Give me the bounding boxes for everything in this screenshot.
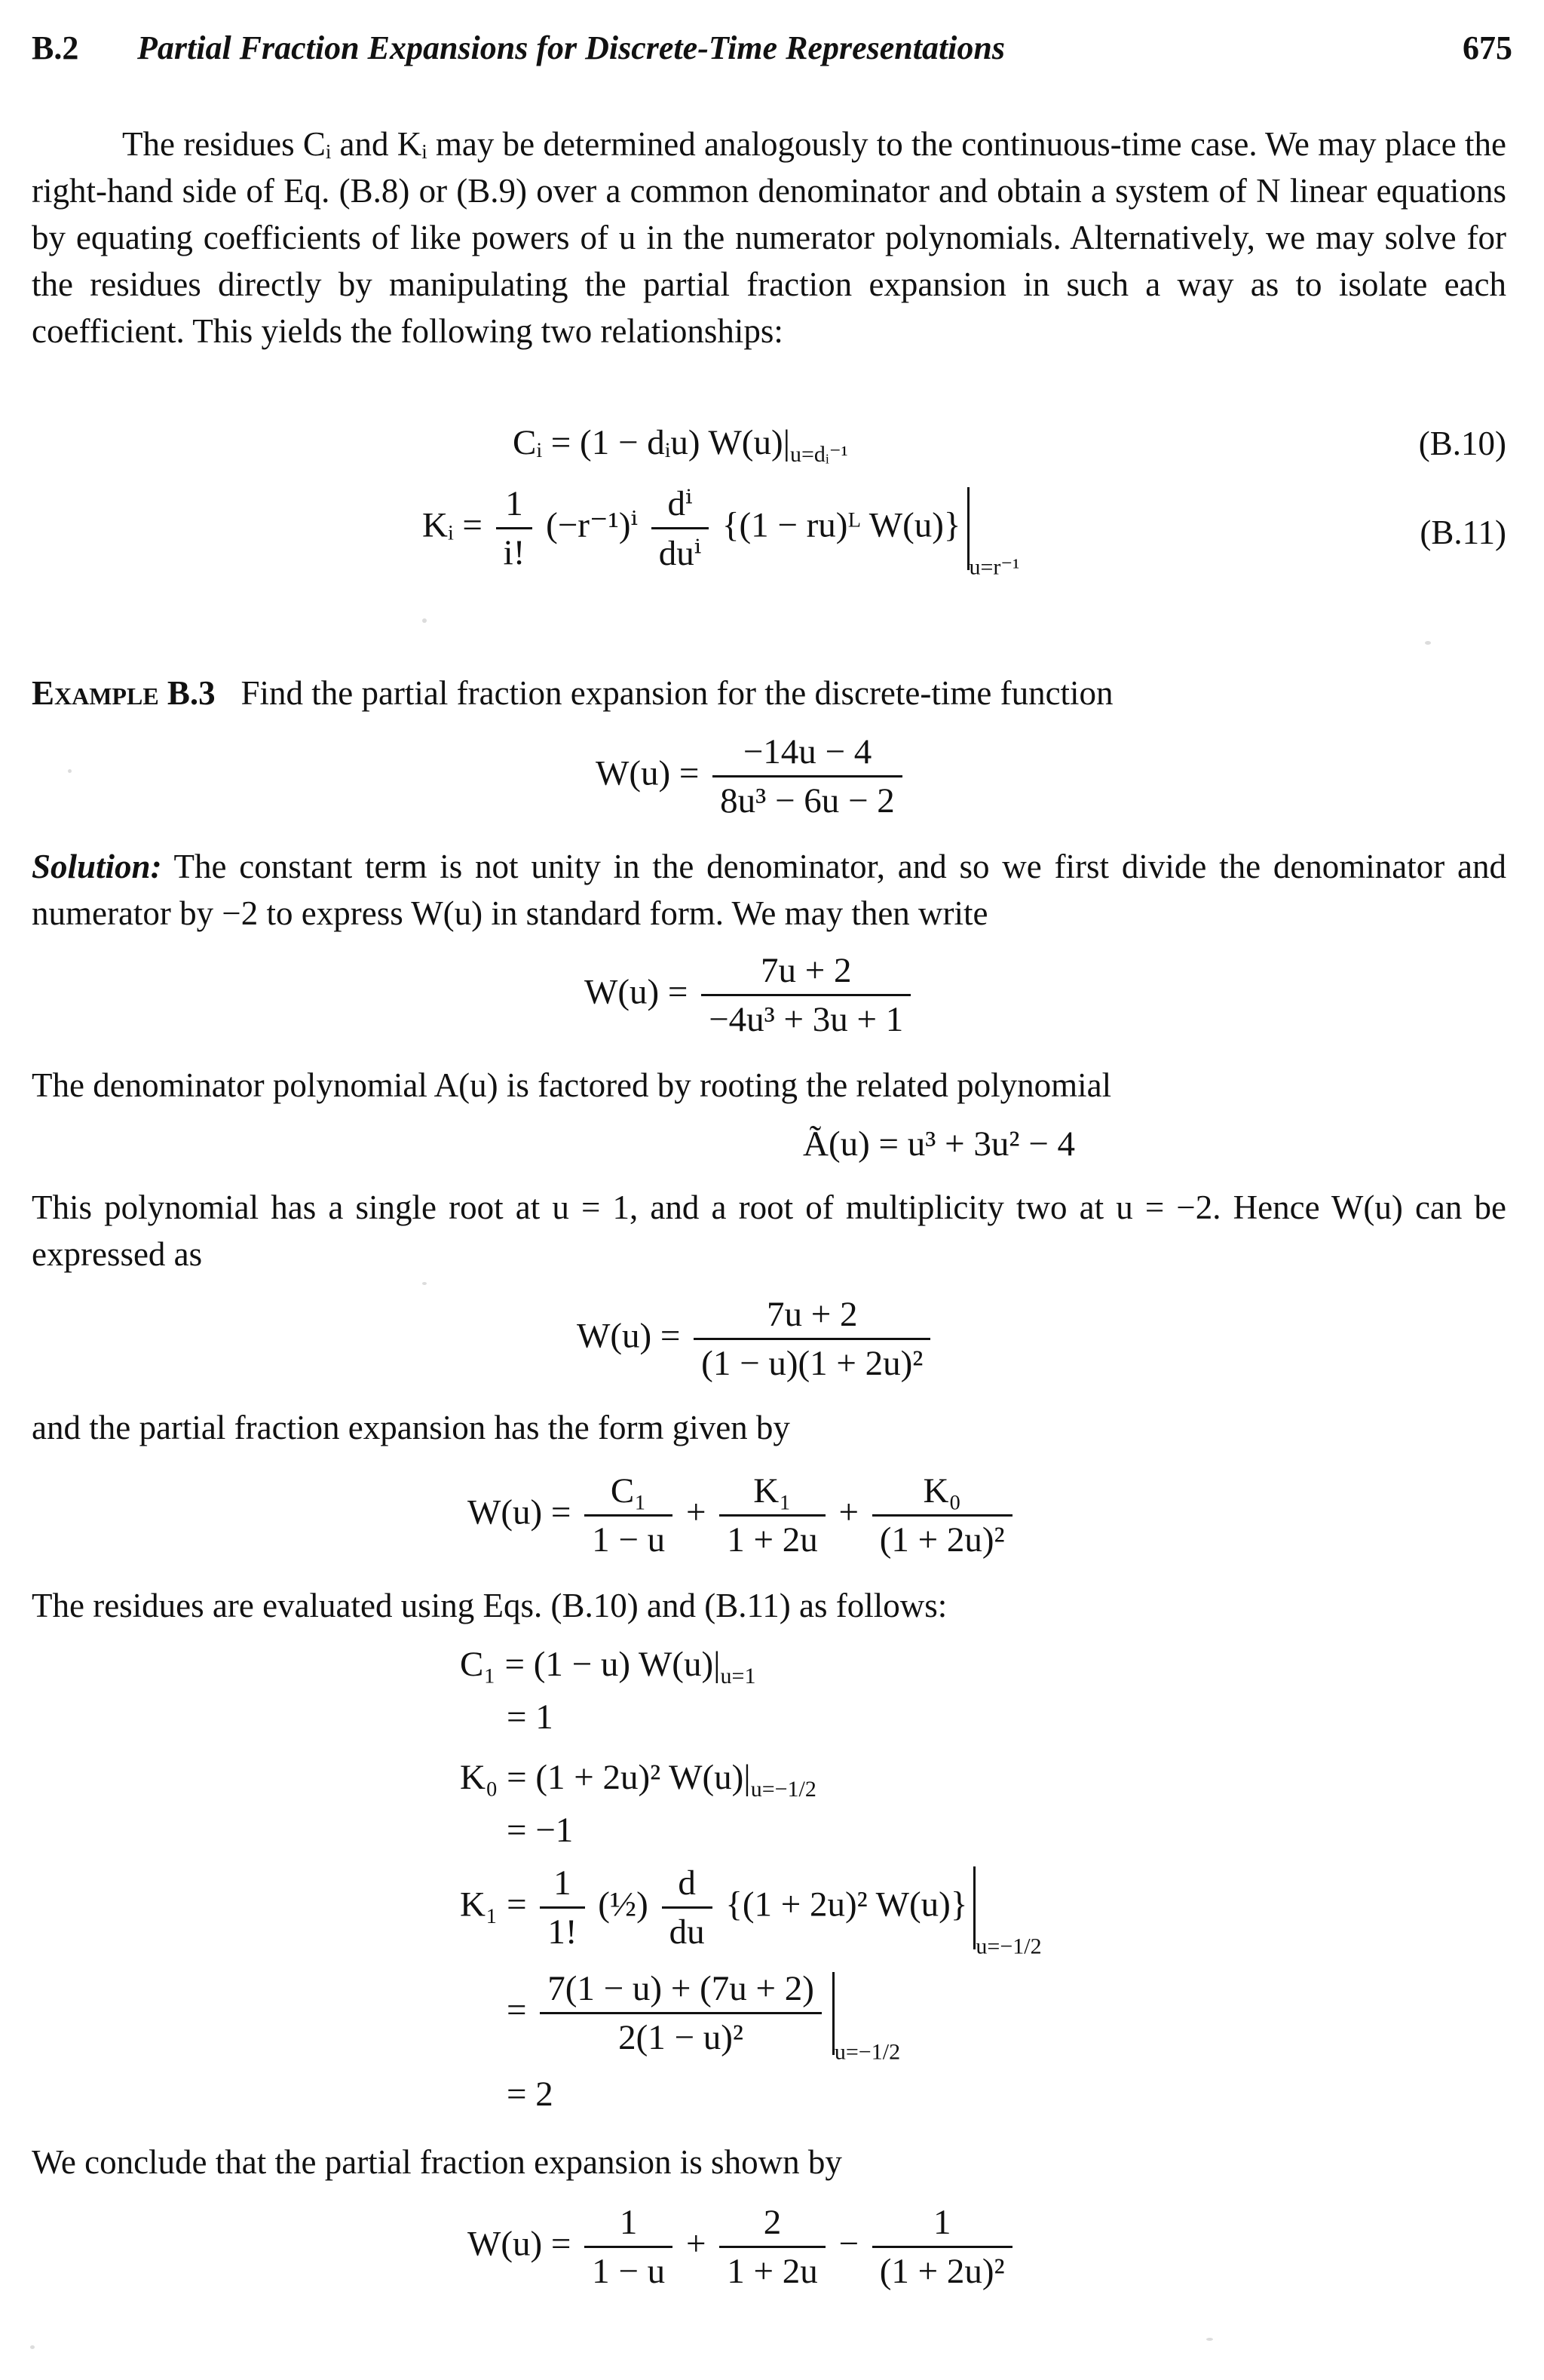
frac-numerator: 1 [584,2202,672,2248]
frac-denominator: 8u³ − 6u − 2 [720,781,895,820]
frac-denominator: 2(1 − u)² [618,2018,744,2057]
frac-denominator: (1 + 2u)² [879,1520,1005,1560]
frac-denominator: (1 + 2u)² [879,2252,1005,2291]
paragraph-roots: This polynomial has a single root at u = 1, and a root of multiplicity two at u = −2. Hence W(u) can be expressed as [32,1188,1506,1273]
paragraph-residues: The residues are evaluated using Eqs. (B.10) and (B.11) as follows: [32,1587,948,1624]
residue-k1-half: (½) [598,1885,648,1925]
frac-numerator: 1 [496,483,533,529]
scan-speck [1425,641,1431,645]
final-term-2 [719,2202,826,2292]
solution-label: Solution: [32,848,162,885]
residue-k1-step-eval: u=−1/2 [834,2039,901,2065]
solution-text: The constant term is not unity in the denominator, and so we first divide the denominator and numerator by −2 to express W(u) in standard form. We may then write [32,848,1506,932]
residue-k1-frac1 [540,1863,584,1952]
residue-k0-value: = −1 [507,1811,574,1850]
equation-fraction [701,950,911,1040]
equation-b11-rhs: {(1 − ru)ᴸ W(u)} [721,505,961,545]
equation-b11-eval: u=r⁻¹ [969,554,1020,580]
plus-sign: + [685,2224,706,2264]
residue-k1-lhs: K₁ = [460,1885,527,1925]
equation-b11-frac1 [496,483,533,573]
equation-b10-label: (B.10) [1418,425,1506,462]
frac-denominator: i! [503,533,525,572]
frac-denominator: du [669,1912,705,1952]
term-k0 [872,1471,1012,1560]
equation-b11-mid: (−r⁻¹)ⁱ [546,505,638,545]
frac-numerator: 7(1 − u) + (7u + 2) [540,1968,822,2014]
example-equation-final [467,2202,1017,2292]
equation-lhs: W(u) = [467,1492,571,1532]
frac-denominator: −4u³ + 3u + 1 [709,1000,904,1039]
example-equation-3: Ã(u) = u³ + 3u² − 4 [803,1124,1075,1164]
residue-k1-value: = 2 [507,2075,553,2114]
scan-speck [422,1282,427,1285]
running-header [32,29,1512,74]
equation-b10-eval: u=dᵢ⁻¹ [790,442,848,467]
intro-paragraph: The residues Cᵢ and Kᵢ may be determined analogously to the continuous-time case. We may place the right-hand side of Eq. (B.8) or (B.9) over a common denominator and obtain a system of N linear equations by equating coefficients of like powers of u in the numerator polynomials. Alternatively, we may solve for the residues directly by manipulating the partial fraction expansion in such a way as to isolate each coefficient. This yields the following two relationships: [32,125,1506,350]
frac-denominator: 1 + 2u [727,1520,818,1560]
equation-fraction [712,731,902,821]
residue-c1-line1 [460,1644,755,1689]
paragraph-denominator: The denominator polynomial A(u) is factored by rooting the related polynomial [32,1066,1112,1104]
frac-denominator: 1 − u [592,1520,666,1560]
residue-k1-eval: u=−1/2 [976,1934,1042,1959]
frac-numerator: 7u + 2 [701,950,911,996]
frac-denominator: duⁱ [658,534,702,573]
residue-k1-step-frac [540,1968,822,2058]
example-equation-5 [467,1471,1017,1560]
minus-sign: − [838,2224,859,2264]
example-equation-1 [596,731,907,821]
scan-speck [422,618,427,623]
frac-denominator: 1! [547,1912,577,1952]
equation-b11-frac2 [651,483,709,574]
example-equation-2 [584,950,915,1040]
residue-k0-eval: u=−1/2 [750,1777,816,1802]
frac-numerator: K₀ [872,1471,1012,1517]
equation-b10 [513,422,848,468]
frac-numerator: C₁ [584,1471,672,1517]
term-k1 [719,1471,826,1560]
residue-k1-step [507,1968,900,2065]
equation-lhs: W(u) = [577,1316,681,1356]
scan-speck [68,769,72,773]
residue-k1-frac2 [662,1863,712,1952]
equation-lhs: W(u) = [596,753,700,793]
example-equation-4 [577,1294,935,1384]
term-c1 [584,1471,672,1560]
frac-numerator: K₁ [719,1471,826,1517]
frac-numerator: −14u − 4 [712,731,902,777]
final-term-1 [584,2202,672,2292]
residue-k0-expression: K₀ = (1 + 2u)² W(u)| [460,1758,751,1797]
frac-numerator: 2 [719,2202,826,2248]
example-statement: Find the partial fraction expansion for the discrete-time function [240,674,1114,712]
residue-k1-rhs: {(1 + 2u)² W(u)} [725,1885,968,1925]
equation-fraction [694,1294,930,1384]
frac-numerator: 7u + 2 [694,1294,930,1340]
equals-sign: = [507,1990,527,2030]
frac-denominator: (1 − u)(1 + 2u)² [701,1344,924,1383]
equation-b11-lhs: Kᵢ = [422,505,482,545]
residue-c1-expression: C₁ = (1 − u) W(u)| [460,1645,721,1684]
frac-denominator: 1 + 2u [727,2252,818,2291]
residue-c1-eval: u=1 [720,1664,756,1688]
example-heading-line [32,670,1506,716]
equation-lhs: W(u) = [467,2224,571,2264]
equation-b11-label: (B.11) [1420,514,1506,551]
residue-c1-value: = 1 [507,1698,553,1737]
paragraph-expansion-form: and the partial fraction expansion has the form given by [32,1409,790,1446]
paragraph-conclusion: We conclude that the partial fraction expansion is shown by [32,2143,842,2181]
frac-numerator: d [662,1863,712,1909]
scan-speck [1206,2338,1213,2341]
frac-numerator: dⁱ [651,483,709,529]
page-number: 675 [1463,29,1512,66]
frac-numerator: 1 [540,1863,584,1909]
equation-b11 [422,483,1019,580]
section-title: Partial Fraction Expansions for Discrete-Time Representations [137,29,1005,66]
equation-b10-body: Cᵢ = (1 − dᵢu) W(u)| [513,423,791,462]
solution-paragraph [32,843,1506,937]
residue-k1-line1 [460,1863,1042,1959]
plus-sign: + [838,1492,859,1532]
equation-lhs: W(u) = [584,972,688,1012]
example-heading: Example B.3 [32,674,216,712]
section-number: B.2 [32,29,79,66]
residue-k0-line1 [460,1757,816,1802]
scan-speck [30,2345,35,2349]
frac-denominator: 1 − u [592,2252,666,2291]
final-term-3 [872,2202,1012,2292]
plus-sign: + [685,1492,706,1532]
frac-numerator: 1 [872,2202,1012,2248]
